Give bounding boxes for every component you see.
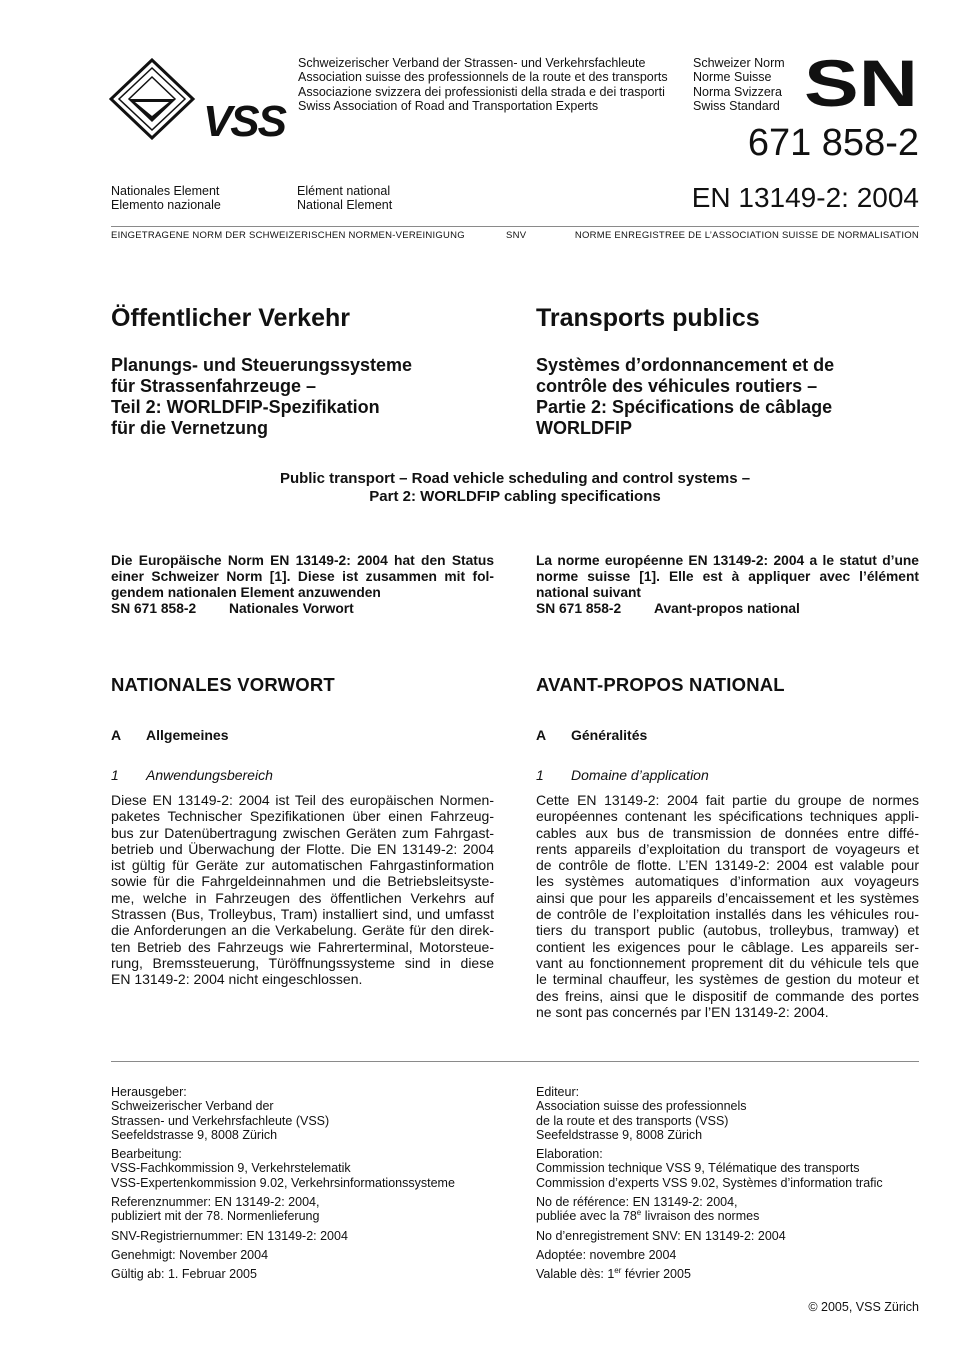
body-line: de contrôle de flotte. L’EN 13149-2: 2004 est valable pour (536, 857, 919, 874)
status-fr (536, 553, 919, 617)
status-fr-ref-number: SN 671 858-2 (536, 601, 622, 616)
scope-body-fr (536, 792, 919, 1020)
body-line: Strassen (Bus, Trolleybus, Tram) installiert sind, und umfasst (111, 906, 494, 923)
footer-line: VSS-Fachkommission 9, Verkehrstelematik (111, 1161, 351, 1176)
status-fr-line: La norme européenne EN 13149-2: 2004 a le statut d’une (536, 553, 919, 568)
publisher-block (536, 1085, 936, 1142)
footer-line: Referenznummer: EN 13149-2: 2004, (111, 1195, 320, 1210)
title-de: Öffentlicher Verkehr (111, 304, 350, 332)
body-line: bus zur Datenübertragung zwischen Geräten zum Fahrgast- (111, 824, 494, 841)
footer-line: VSS-Expertenkommission 9.02, Verkehrsinformationssysteme (111, 1175, 455, 1190)
body-line: Cette EN 13149-2: 2004 fait partie du groupe de normes (536, 792, 919, 808)
subsection-de-label: Allgemeines (146, 727, 229, 743)
body-line: rung, Bremssteuerung, Türöffnungssysteme sind in diese (111, 954, 494, 971)
subsection-de-letter: A (111, 727, 122, 743)
en-number: EN 13149-2: 2004 (691, 182, 919, 213)
body-line: contient les exigences pour le câblage. Les appareils ser- (536, 938, 919, 955)
body-line: Diese EN 13149-2: 2004 ist Teil des europäischen Normen- (111, 792, 494, 808)
footer-line: Bearbeitung: (111, 1147, 182, 1162)
superscript: er (614, 1266, 622, 1276)
footer-line: Strassen- und Verkehrsfachleute (VSS) (111, 1113, 330, 1128)
body-line: le terminal chauffeur, les systèmes de gestion du moteur et (536, 971, 919, 988)
sn-logo (803, 58, 919, 108)
status-de-line: Die Europäische Norm EN 13149-2: 2004 hat den Status (111, 553, 494, 568)
org-line-fr: Association suisse des professionnels de la route et des transports (298, 70, 668, 85)
status-fr-reference (536, 601, 919, 617)
publisher-info-de (111, 1085, 511, 1287)
footer-line: Elaboration: (536, 1147, 603, 1162)
status-fr-line: national suivant (536, 585, 642, 600)
subtitle-fr-line: Partie 2: Spécifications de câblage (536, 397, 833, 417)
subtitle-fr (536, 355, 926, 439)
body-line: des freins, ainsi que le dispositif de commande des portes (536, 987, 919, 1004)
subtitle-fr-line: WORLDFIP (536, 418, 632, 438)
title-en-line: Public transport – Road vehicle scheduling and control systems – (279, 470, 751, 487)
footer-line (536, 1209, 759, 1223)
body-line: de contrôle de l’exploitation installés dans les véhicules rou- (536, 906, 919, 923)
subtitle-de-line: Teil 2: WORLDFIP-Spezifikation (111, 397, 380, 417)
norm-type-it: Norma Svizzera (693, 84, 782, 99)
status-de-line: gendem nationalen Element anzuwenden (111, 585, 381, 600)
publisher-block (111, 1085, 511, 1142)
sn-logo-text: SN (804, 58, 918, 108)
status-de-ref-label: Nationales Vorwort (229, 601, 354, 616)
body-line: tiers du transport public (autobus, trolleybus, tramway) et (536, 922, 919, 939)
scope-de-number: 1 (111, 767, 119, 783)
body-line: européennes contenant les spécifications techniques appli- (536, 808, 919, 825)
body-line: ainsi que pour les appareils d’encaissement et les systèmes (536, 889, 919, 906)
heading-nationales-vorwort: NATIONALES VORWORT (111, 674, 335, 695)
element-type-it: Elemento nazionale (111, 198, 221, 213)
footer-line: Genehmigt: November 2004 (111, 1247, 269, 1262)
norm-type-labels (693, 56, 785, 113)
scope-body-de (111, 792, 494, 988)
scope-de-label: Anwendungsbereich (146, 767, 273, 783)
publiee-text: publiée avec la 78 (536, 1209, 637, 1224)
footer-line: publiziert mit der 78. Normenlieferung (111, 1209, 320, 1224)
elaboration-block (111, 1147, 511, 1190)
registration-de: EINGETRAGENE NORM DER SCHWEIZERISCHEN NORMEN-VEREINIGUNG (111, 230, 465, 241)
body-line: me, welche in Fahrzeugen des öffentlichen Verkehrs auf (111, 889, 494, 906)
title-en (0, 470, 970, 506)
footer-line: Commission d’experts VSS 9.02, Systèmes d’information trafic (536, 1175, 883, 1190)
footer-divider (111, 1061, 919, 1062)
valid-from-block (536, 1267, 936, 1281)
title-fr: Transports publics (536, 304, 760, 332)
organization-names (298, 56, 668, 113)
copyright: © 2005, VSS Zürich (808, 1300, 919, 1314)
reference-block (536, 1195, 936, 1224)
subsection-de (111, 727, 228, 743)
subtitle-de-line: für Strassenfahrzeuge – (111, 376, 317, 396)
status-fr-ref-label: Avant-propos national (654, 601, 800, 616)
element-type-left (111, 184, 221, 213)
body-line: die Anforderungen an die Verkabelung. Geräte für den direk- (111, 922, 494, 939)
org-line-en: Swiss Association of Road and Transportation Experts (298, 98, 599, 113)
subsection-fr (536, 727, 647, 743)
subtitle-fr-line: contrôle des véhicules routiers – (536, 376, 818, 396)
registration-block (536, 1229, 936, 1243)
publiee-text-end: livraison des normes (641, 1209, 760, 1224)
org-line-it: Associazione svizzera dei professionisti della strada e dei trasporti (298, 84, 665, 99)
heading-avant-propos: AVANT-PROPOS NATIONAL (536, 674, 785, 695)
publisher-info-fr (536, 1085, 936, 1287)
subsection-fr-letter: A (536, 727, 547, 743)
body-line: EN 13149-2: 2004 nicht eingeschlossen. (111, 971, 363, 988)
footer-line: Seefeldstrasse 9, 8008 Zürich (111, 1127, 278, 1142)
element-type-fr: Elément national (297, 184, 391, 198)
subtitle-de-line: Planungs- und Steuerungssysteme (111, 355, 413, 375)
vss-logo (109, 58, 291, 140)
footer-line: Editeur: (536, 1085, 580, 1099)
status-fr-line: norme suisse [1]. Elle est à appliquer avec l’élément (536, 569, 919, 584)
org-line-de: Schweizerischer Verband der Strassen- und Verkehrsfachleute (298, 56, 646, 70)
footer-line: No de référence: EN 13149-2: 2004, (536, 1195, 738, 1210)
body-line: vant au fonctionnement proprement dit du véhicule tels que (536, 954, 919, 971)
body-line: cables aux bus de transmission de données entre diffé- (536, 824, 919, 841)
status-de-ref-number: SN 671 858-2 (111, 601, 197, 616)
superscript: e (636, 1208, 642, 1218)
elaboration-block (536, 1147, 936, 1190)
valid-from-block (111, 1267, 511, 1281)
footer-line: Adoptée: novembre 2004 (536, 1247, 677, 1262)
scope-fr-number: 1 (536, 767, 544, 783)
body-line: sowie für die Fahrgeldeinnahmen und die Betriebsleitsyste- (111, 873, 494, 890)
norm-type-en: Swiss Standard (693, 98, 780, 113)
footer-line: No d’enregistrement SNV: EN 13149-2: 2004 (536, 1228, 786, 1243)
title-en-line: Part 2: WORLDFIP cabling specifications (369, 488, 661, 505)
status-de-line: einer Schweizer Norm [1]. Diese ist zusammen mit fol- (111, 569, 494, 584)
scope-fr-label: Domaine d’application (571, 767, 709, 783)
scope-heading-fr (536, 767, 709, 783)
footer-line: Association suisse des professionnels (536, 1099, 747, 1114)
body-line: rents appareils d’exploitation du transport de voyageurs et (536, 840, 919, 857)
norm-type-de: Schweizer Norm (693, 56, 785, 70)
element-type-en: National Element (297, 198, 393, 213)
body-line: les systèmes automatiques d’information aux voyageurs (536, 873, 919, 890)
footer-line: Gültig ab: 1. Februar 2005 (111, 1267, 257, 1282)
footer-line: Herausgeber: (111, 1085, 187, 1099)
header-divider (111, 226, 919, 227)
subtitle-de-line: für die Vernetzung (111, 418, 269, 438)
valable-text: Valable dès: 1 (536, 1267, 615, 1282)
body-line: paketes Technischer Spezifikationen über einen Fahrzeug- (111, 808, 494, 825)
registration-snv: SNV (506, 230, 527, 241)
body-line: betrieb und Überwachung der Flotte. Die EN 13149-2: 2004 (111, 840, 494, 857)
subtitle-de (111, 355, 501, 439)
reference-block (111, 1195, 511, 1224)
approved-block (111, 1248, 511, 1262)
footer-line: de la route et des transports (VSS) (536, 1113, 729, 1128)
subsection-fr-label: Généralités (571, 727, 648, 743)
body-line: ne sont pas concernés par l’EN 13149-2: 2004. (536, 1003, 829, 1020)
approved-block (536, 1248, 936, 1262)
norm-number: 671 858-2 (747, 122, 919, 164)
vss-logo-text: VSS (202, 97, 285, 140)
footer-line: Commission technique VSS 9, Télématique des transports (536, 1161, 860, 1176)
valable-text-end: février 2005 (621, 1267, 691, 1282)
subtitle-fr-line: Systèmes d’ordonnancement et de (536, 355, 835, 375)
status-de-reference (111, 601, 494, 617)
footer-line: SNV-Registriernummer: EN 13149-2: 2004 (111, 1228, 348, 1243)
body-line: ist gültig für Geräte zur automatischen Fahrgastinformation (111, 857, 494, 874)
registration-block (111, 1229, 511, 1243)
registration-fr: NORME ENREGISTREE DE L’ASSOCIATION SUISSE DE NORMALISATION (574, 230, 919, 241)
body-line: ten Betrieb des Fahrzeugs wie Fahrerterminal, Motorsteue- (111, 938, 494, 955)
norm-type-fr: Norme Suisse (693, 70, 772, 85)
footer-line: Seefeldstrasse 9, 8008 Zürich (536, 1127, 703, 1142)
footer-line: Schweizerischer Verband der (111, 1099, 274, 1114)
scope-heading-de (111, 767, 273, 783)
element-type-right (297, 184, 392, 213)
status-de (111, 553, 494, 617)
element-type-de: Nationales Element (111, 184, 220, 198)
